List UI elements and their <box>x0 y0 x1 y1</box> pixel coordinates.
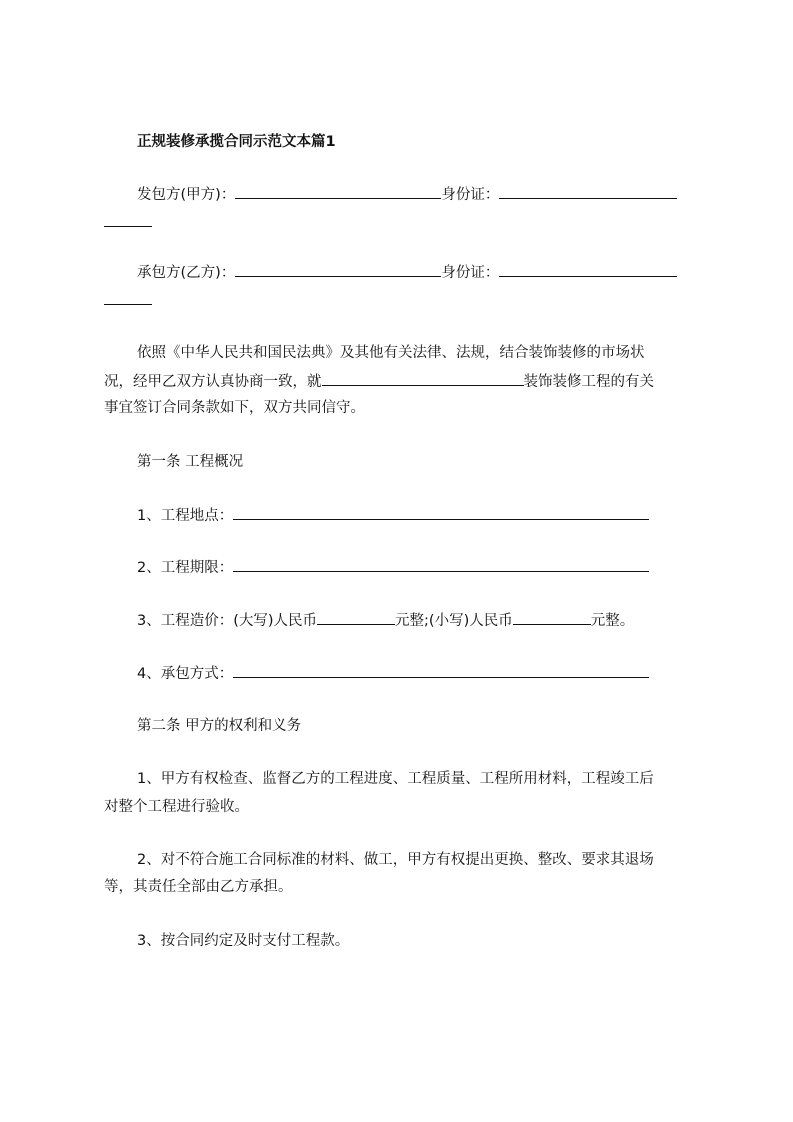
intro-text-b: 装饰装修工程的有关 <box>523 374 654 390</box>
item-4-line <box>137 663 649 684</box>
party-a-id-label: 身份证： <box>441 187 500 203</box>
project-duration-blank <box>233 557 649 572</box>
party-a-id-blank-continued-line <box>104 212 152 233</box>
contract-mode-blank <box>233 663 649 678</box>
item-1-label: 1、工程地点： <box>137 508 234 524</box>
party-b-id-label: 身份证： <box>441 265 500 281</box>
intro-text-a: 况，经甲乙双方认真协商一致，就 <box>104 374 322 390</box>
item-3-label-c: 元整。 <box>590 613 635 629</box>
party-a-id-blank-continued <box>104 212 152 227</box>
party-b-id-blank-continued <box>104 290 152 305</box>
item-3-label-a: 3、工程造价：(大写)人民币 <box>137 613 318 629</box>
party-b-id-blank <box>499 262 677 277</box>
party-a-label: 发包方(甲方)： <box>137 187 236 203</box>
price-uppercase-blank <box>317 610 395 625</box>
project-name-blank <box>322 371 524 386</box>
right-3-line: 3、按合同约定及时支付工程款。 <box>137 933 350 949</box>
document-title: 正规装修承揽合同示范文本篇1 <box>137 134 336 150</box>
party-b-name-blank <box>235 262 441 277</box>
party-a-line <box>137 184 677 205</box>
item-4-label: 4、承包方式： <box>137 666 234 682</box>
party-b-id-blank-continued-line <box>104 290 152 311</box>
party-a-id-blank <box>499 184 677 199</box>
party-b-line <box>137 262 677 283</box>
right-2-line-2: 等，其责任全部由乙方承担。 <box>104 879 293 895</box>
right-1-line-2: 对整个工程进行验收。 <box>104 799 249 815</box>
price-lowercase-blank <box>513 610 591 625</box>
item-2-label: 2、工程期限： <box>137 560 234 576</box>
item-3-line <box>137 610 634 631</box>
article-2-heading: 第二条 甲方的权利和义务 <box>137 718 302 734</box>
item-1-line <box>137 505 649 526</box>
item-3-label-b: 元整;(小写)人民币 <box>395 613 513 629</box>
intro-line-1: 依照《中华人民共和国民法典》及其他有关法律、法规，结合装饰装修的市场状 <box>137 345 645 361</box>
intro-line-2 <box>104 371 654 392</box>
intro-line-3: 事宜签订合同条款如下，双方共同信守。 <box>104 400 365 416</box>
item-2-line <box>137 557 649 578</box>
right-1-line-1: 1、甲方有权检查、监督乙方的工程进度、工程质量、工程所用材料，工程竣工后 <box>137 771 654 787</box>
party-b-label: 承包方(乙方)： <box>137 265 236 281</box>
party-a-name-blank <box>235 184 441 199</box>
right-2-line-1: 2、对不符合施工合同标准的材料、做工，甲方有权提出更换、整改、要求其退场 <box>137 852 654 868</box>
project-location-blank <box>233 505 649 520</box>
article-1-heading: 第一条 工程概况 <box>137 454 244 470</box>
